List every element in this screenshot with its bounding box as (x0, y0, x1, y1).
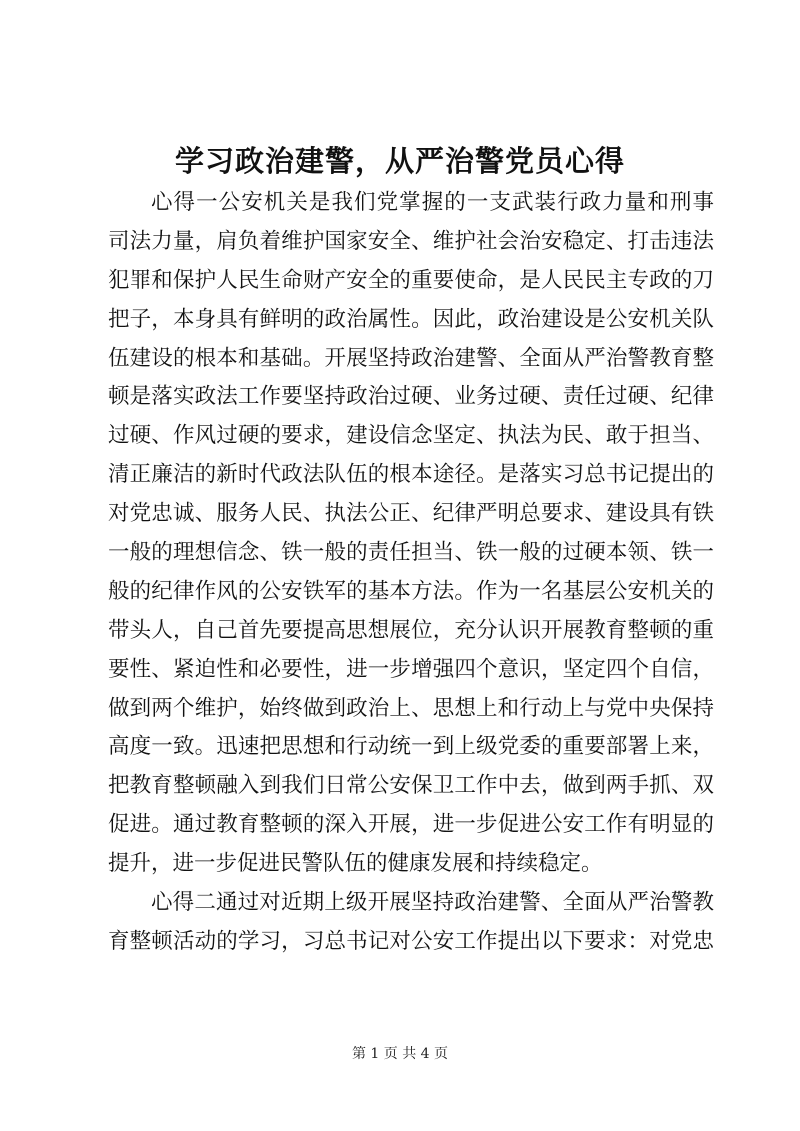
paragraph-2 (108, 884, 714, 962)
text-line: 把教育整顿融入到我们日常公安保卫工作中去，做到两手抓、双 (108, 773, 714, 799)
text-line: 伍建设的根本和基础。开展坚持政治建警、全面从严治警教育整 (108, 345, 714, 371)
text-line: 育整顿活动的学习，习总书记对公安工作提出以下要求：对党忠 (108, 928, 714, 954)
text-line: 提升，进一步促进民警队伍的健康发展和持续稳定。 (108, 851, 603, 877)
text-line: 做到两个维护，始终做到政治上、思想上和行动上与党中央保持 (108, 695, 714, 721)
document-title: 学习政治建警，从严治警党员心得 (174, 144, 625, 178)
text-line: 心得一公安机关是我们党掌握的一支武装行政力量和刑事 (151, 190, 714, 215)
text-line: 般的纪律作风的公安铁军的基本方法。作为一名基层公安机关的 (108, 578, 714, 604)
document-body (108, 184, 714, 962)
text-line: 对党忠诚、服务人民、执法公正、纪律严明总要求、建设具有铁 (108, 501, 714, 527)
text-line: 过硬、作风过硬的要求，建设信念坚定、执法为民、敢于担当、 (108, 423, 714, 449)
text-line: 带头人，自己首先要提高思想展位，充分认识开展教育整顿的重 (108, 617, 714, 643)
text-line: 顿是落实政法工作要坚持政治过硬、业务过硬、责任过硬、纪律 (108, 384, 714, 410)
text-line: 促进。通过教育整顿的深入开展，进一步促进公安工作有明显的 (108, 812, 714, 838)
text-line: 心得二通过对近期上级开展坚持政治建警、全面从严治警教 (151, 890, 714, 916)
text-line: 把子，本身具有鲜明的政治属性。因此，政治建设是公安机关队 (108, 306, 714, 332)
text-line: 犯罪和保护人民生命财产安全的重要使命，是人民民主专政的刀 (108, 267, 714, 293)
text-line: 清正廉洁的新时代政法队伍的根本途径。是落实习总书记提出的 (108, 462, 714, 488)
paragraph-1 (108, 184, 714, 884)
text-line: 一般的理想信念、铁一般的责任担当、铁一般的过硬本领、铁一 (108, 540, 714, 566)
text-line: 要性、紧迫性和必要性，进一步增强四个意识，坚定四个自信， (108, 656, 714, 682)
text-line: 司法力量，肩负着维护国家安全、维护社会治安稳定、打击违法 (108, 228, 714, 254)
text-line: 高度一致。迅速把思想和行动统一到上级党委的重要部署上来， (108, 734, 714, 760)
page-footer: 第 1 页 共 4 页 (351, 1046, 449, 1062)
